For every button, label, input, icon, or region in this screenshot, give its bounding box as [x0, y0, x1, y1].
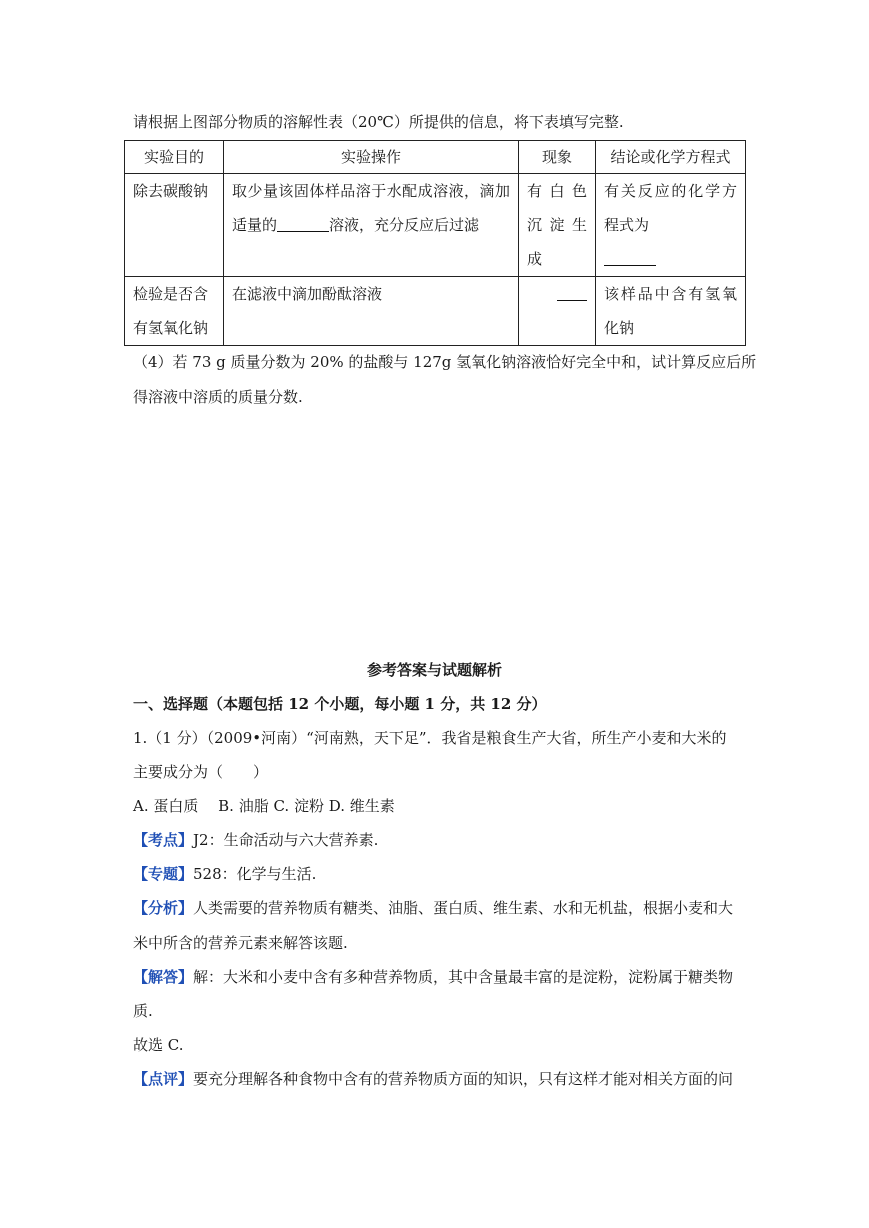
intro-text: 请根据上图部分物质的溶解性表（20℃）所提供的信息，将下表填写完整. — [133, 113, 624, 131]
answer-choice: 故选 C. — [133, 1036, 184, 1054]
fenxi-line2: 米中所含的营养元素来解答该题. — [133, 934, 348, 952]
row2-purpose — [125, 277, 224, 346]
dianping-tag: 【点评】 — [133, 1070, 194, 1088]
zhuanti-text: 528：化学与生活. — [193, 865, 317, 883]
row1-concl-line2: 程式为 — [604, 216, 650, 234]
row1-op-line2-a: 适量的 — [232, 216, 278, 234]
row1-purpose-text: 除去碳酸钠 — [133, 182, 209, 200]
q1-line1: 1.（1 分）（2009•河南）“河南熟，天下足”．我省是粮食生产大省，所生产小麦和大米的 — [133, 729, 727, 747]
kaodian-line — [133, 830, 378, 850]
row2-conclusion — [596, 277, 746, 346]
fenxi-tag: 【分析】 — [133, 899, 194, 917]
row2-purpose-line2: 有氢氧化钠 — [133, 319, 209, 337]
table-row — [125, 174, 746, 277]
row2-concl-line2: 化钠 — [604, 319, 635, 337]
phenomenon-blank[interactable] — [557, 282, 587, 301]
row2-concl-line1: 该样品中含有氢氧 — [604, 285, 737, 303]
row1-operation — [224, 174, 519, 277]
q4-line2: 得溶液中溶质的质量分数. — [133, 388, 303, 406]
experiment-table — [124, 140, 746, 346]
row2-phenomenon — [519, 277, 596, 346]
header-phenomenon: 现象 — [519, 141, 596, 174]
row1-concl-line1: 有关反应的化学方 — [604, 182, 737, 200]
row1-conclusion — [596, 174, 746, 277]
zhuanti-tag: 【专题】 — [133, 865, 194, 883]
dianping-text: 要充分理解各种食物中含有的营养物质方面的知识，只有这样才能对相关方面的问 — [193, 1070, 734, 1088]
dianping-line — [133, 1069, 733, 1089]
q1-options: A. 蛋白质 B. 油脂 C. 淀粉 D. 维生素 — [133, 797, 395, 815]
row1-phen-line1: 有 白 色 — [527, 182, 587, 200]
row1-purpose — [125, 174, 224, 277]
jieda-text1: 解：大米和小麦中含有多种营养物质，其中含量最丰富的是淀粉，淀粉属于糖类物 — [193, 968, 734, 986]
kaodian-tag: 【考点】 — [133, 831, 194, 849]
table-header-row — [125, 141, 746, 174]
jieda-line — [133, 967, 733, 987]
q4-line1: （4）若 73 g 质量分数为 20% 的盐酸与 127g 氢氧化钠溶液恰好完全中和，试计算反应后所 — [133, 353, 757, 371]
row1-phen-line2: 沉 淀 生 — [527, 216, 587, 234]
q1-line2: 主要成分为（ ） — [133, 763, 269, 781]
row1-op-line1: 取少量该固体样品溶于水配成溶液，滴加 — [232, 182, 510, 200]
row1-op-line2-b: 溶液，充分反应后过滤 — [329, 216, 480, 234]
reagent-blank[interactable] — [277, 213, 329, 232]
fenxi-text1: 人类需要的营养物质有糖类、油脂、蛋白质、维生素、水和无机盐，根据小麦和大 — [193, 899, 734, 917]
kaodian-text: J2：生命活动与六大营养素. — [193, 831, 379, 849]
jieda-tag: 【解答】 — [133, 968, 194, 986]
header-operation: 实验操作 — [224, 141, 519, 174]
answers-title: 参考答案与试题解析 — [366, 661, 502, 679]
row2-op-text: 在滤液中滴加酚酞溶液 — [232, 285, 383, 303]
equation-blank[interactable] — [604, 247, 656, 266]
header-conclusion: 结论或化学方程式 — [596, 141, 746, 174]
row1-phenomenon — [519, 174, 596, 277]
zhuanti-line — [133, 864, 316, 884]
fenxi-line — [133, 898, 733, 918]
row1-phen-line3: 成 — [527, 250, 543, 268]
section-heading: 一、选择题（本题包括 12 个小题，每小题 1 分，共 12 分） — [133, 695, 547, 713]
row2-operation — [224, 277, 519, 346]
jieda-line2: 质. — [133, 1002, 153, 1020]
row2-purpose-line1: 检验是否含 — [133, 285, 209, 303]
table-row — [125, 277, 746, 346]
header-purpose: 实验目的 — [125, 141, 224, 174]
